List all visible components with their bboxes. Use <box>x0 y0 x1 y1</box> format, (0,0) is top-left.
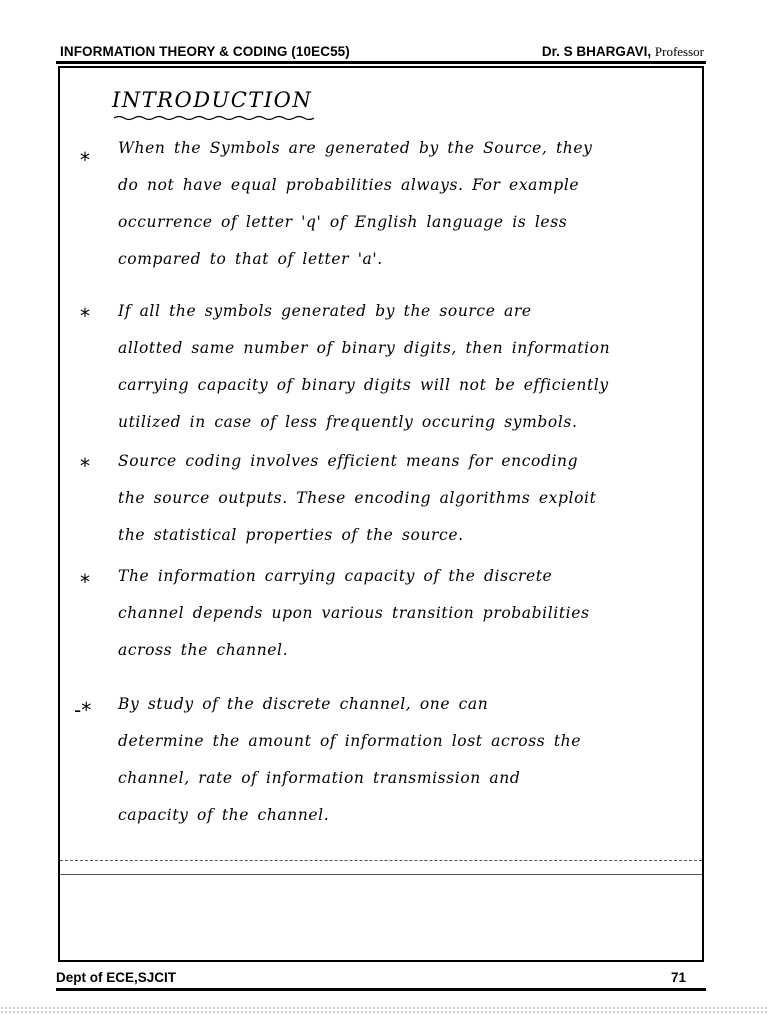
paragraph-line: the statistical properties of the source. <box>118 526 464 544</box>
paragraph-line: channel depends upon various transition probabilities <box>118 604 590 622</box>
paragraph-line: utilized in case of less frequently occuring symbols. <box>118 413 578 431</box>
paragraph-line: compared to that of letter 'a'. <box>118 250 383 268</box>
paragraph-line: occurrence of letter 'q' of English language is less <box>118 213 568 231</box>
bullet-marker: * <box>80 454 90 478</box>
page-heading: INTRODUCTION <box>112 88 313 112</box>
author-block <box>542 44 704 60</box>
paragraph-line: When the Symbols are generated by the Source, they <box>118 139 593 157</box>
paragraph-line: determine the amount of information lost across the <box>118 732 582 750</box>
paragraph-line: do not have equal probabilities always. For example <box>118 176 580 194</box>
bullet-paragraph <box>118 686 708 834</box>
paragraph-line: The information carrying capacity of the discrete <box>118 567 553 585</box>
author-name: Dr. S BHARGAVI, <box>541 44 652 59</box>
bullet-marker: * <box>80 570 90 594</box>
paragraph-line: Source coding involves efficient means for encoding <box>118 452 579 470</box>
course-title: INFORMATION THEORY & CODING (10EC55) <box>60 44 350 59</box>
paragraph-line: If all the symbols generated by the source are <box>118 302 532 320</box>
bullet-paragraph <box>118 443 708 554</box>
header-rule <box>56 61 706 64</box>
bullet-paragraph <box>118 558 708 669</box>
divider <box>60 874 702 875</box>
bullet-paragraph <box>118 293 708 441</box>
paragraph-line: across the channel. <box>118 641 289 659</box>
author-title: Professor <box>654 44 704 59</box>
divider <box>60 860 702 861</box>
footer-department: Dept of ECE,SJCIT <box>56 970 177 985</box>
paragraph-line: carrying capacity of binary digits will not be efficiently <box>118 376 609 394</box>
bullet-paragraph <box>118 130 708 278</box>
bullet-marker: * <box>80 148 90 172</box>
paragraph-line: By study of the discrete channel, one can <box>118 695 489 713</box>
paragraph-line: allotted same number of binary digits, then information <box>118 339 611 357</box>
page-number: 71 <box>670 970 686 985</box>
paragraph-line: the source outputs. These encoding algorithms exploit <box>118 489 597 507</box>
heading-underline <box>114 115 314 121</box>
page-header <box>60 40 704 62</box>
bullet-marker: * <box>80 304 90 328</box>
paragraph-line: channel, rate of information transmission and <box>118 769 521 787</box>
paragraph-line: capacity of the channel. <box>118 806 330 824</box>
bullet-marker: -* <box>74 698 92 722</box>
scan-edge <box>0 1006 768 1014</box>
footer-rule <box>56 988 706 991</box>
